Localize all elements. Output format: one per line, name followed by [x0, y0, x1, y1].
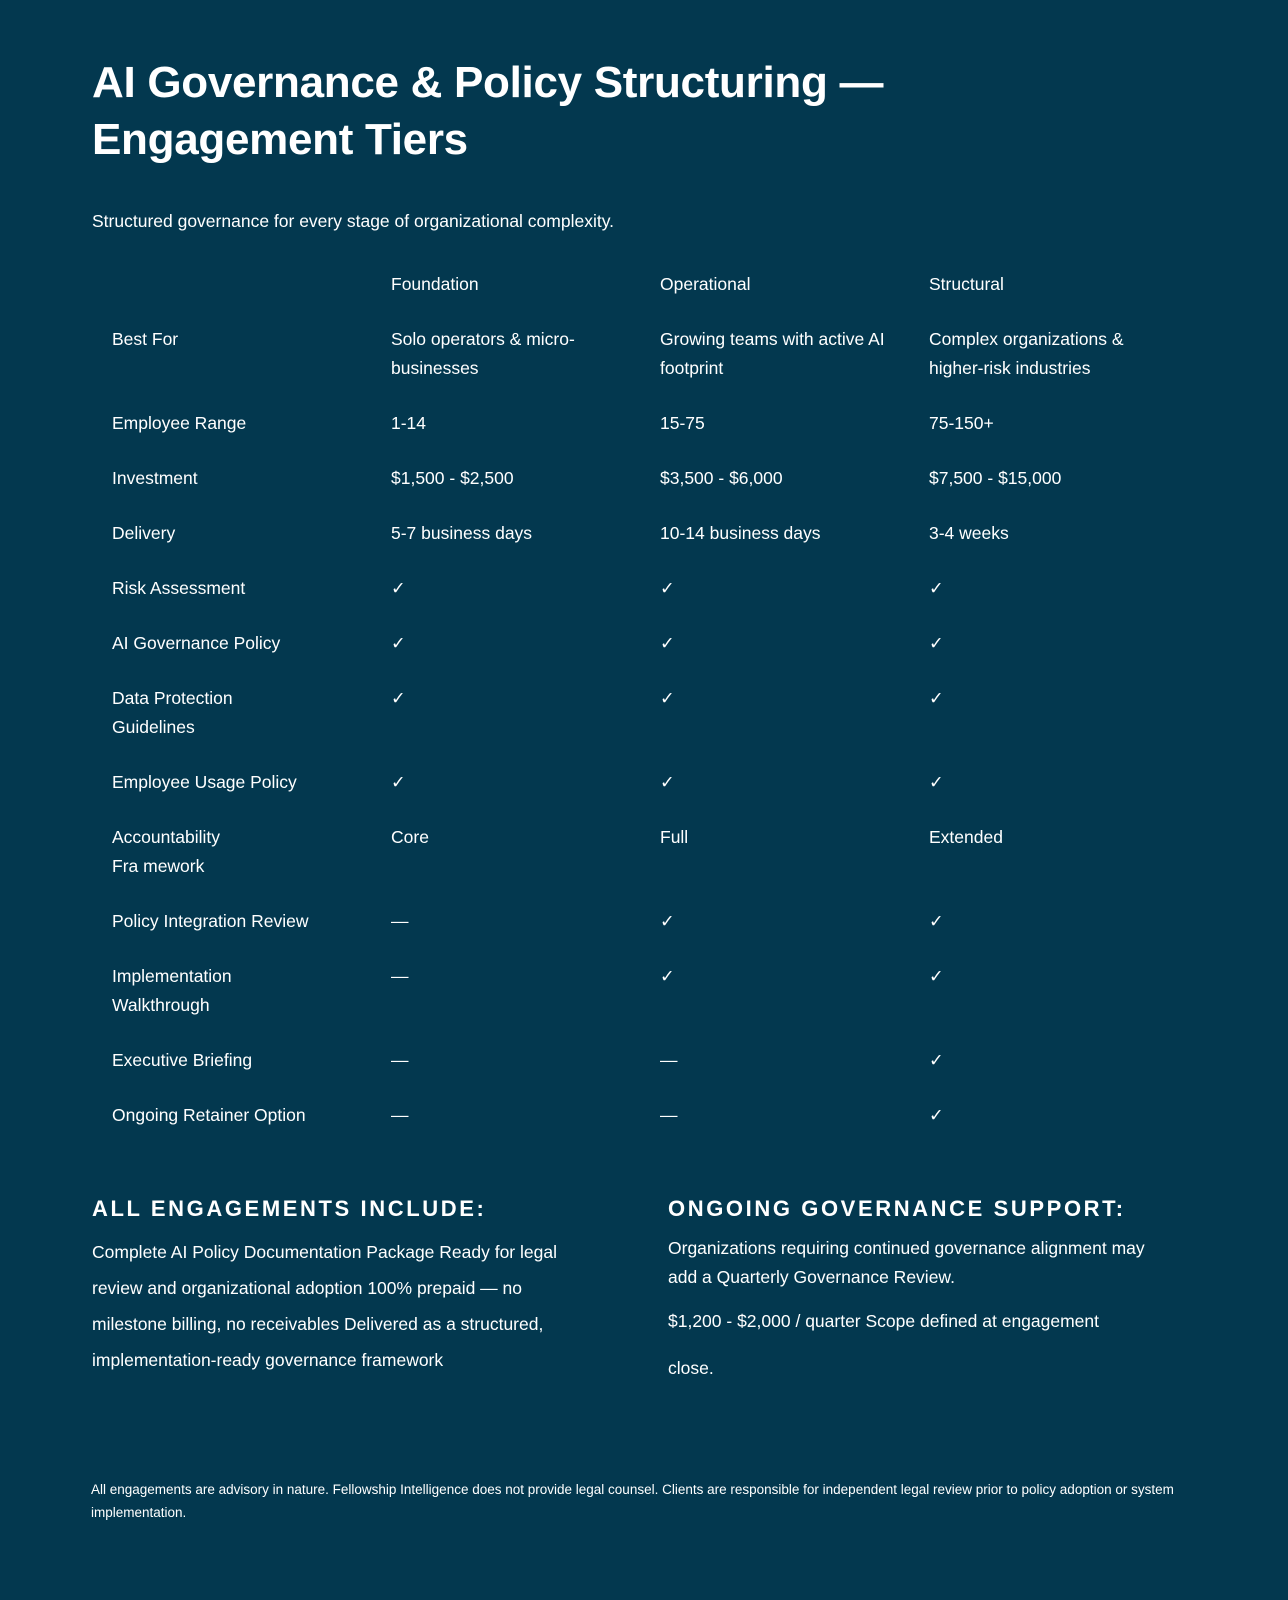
- row-label: Investment: [112, 468, 198, 488]
- page-title: AI Governance & Policy Structuring — Engagement Tiers: [92, 58, 884, 164]
- table-row: [102, 325, 1182, 409]
- row-label: Best For: [112, 329, 179, 349]
- cell-foundation: Core: [391, 827, 429, 847]
- row-label: Accountability Fra mework: [112, 827, 220, 876]
- row-label: Data Protection Guidelines: [112, 688, 233, 737]
- dash-icon: —: [660, 1105, 678, 1125]
- dash-icon: —: [391, 966, 409, 986]
- table-row: [102, 684, 1182, 768]
- table-row: [102, 519, 1182, 574]
- cell-foundation: $1,500 - $2,500: [391, 468, 514, 488]
- table-header-row: [102, 270, 1182, 325]
- cell-structural: 3-4 weeks: [929, 523, 1009, 543]
- cell-operational: 15-75: [660, 413, 705, 433]
- check-icon: ✓: [391, 578, 406, 598]
- check-icon: ✓: [660, 633, 675, 653]
- table-row: [102, 907, 1182, 962]
- all-engagements-include-section: [92, 1194, 592, 1378]
- cell-operational: Full: [660, 827, 689, 847]
- row-label: Delivery: [112, 523, 176, 543]
- row-label: Implementation Walkthrough: [112, 966, 232, 1015]
- check-icon: ✓: [391, 772, 406, 792]
- dash-icon: —: [391, 911, 409, 931]
- cell-foundation: Solo operators & micro-businesses: [391, 329, 575, 378]
- cell-operational: 10-14 business days: [660, 523, 821, 543]
- row-label: AI Governance Policy: [112, 633, 281, 653]
- check-icon: ✓: [391, 688, 406, 708]
- check-icon: ✓: [929, 966, 944, 986]
- check-icon: ✓: [660, 688, 675, 708]
- table-row: [102, 962, 1182, 1046]
- table-row: [102, 409, 1182, 464]
- tier-comparison-table: [102, 270, 1182, 1156]
- cell-structural: 75-150+: [929, 413, 994, 433]
- check-icon: ✓: [660, 772, 675, 792]
- table-row: [102, 1101, 1182, 1156]
- support-price: $1,200 - $2,000 / quarter Scope defined at engagement close.: [668, 1311, 1100, 1378]
- ongoing-support-section: [668, 1194, 1168, 1392]
- cell-operational: $3,500 - $6,000: [660, 468, 783, 488]
- row-label: Employee Range: [112, 413, 247, 433]
- table-row: [102, 629, 1182, 684]
- tier-header-structural: Structural: [929, 274, 1004, 294]
- check-icon: ✓: [660, 966, 675, 986]
- check-icon: ✓: [660, 578, 675, 598]
- support-heading: ONGOING GOVERNANCE SUPPORT:: [668, 1196, 1126, 1221]
- row-label: Employee Usage Policy: [112, 772, 297, 792]
- row-label: Risk Assessment: [112, 578, 246, 598]
- cell-foundation: 1-14: [391, 413, 427, 433]
- check-icon: ✓: [391, 633, 406, 653]
- table-row: [102, 574, 1182, 629]
- cell-structural: Extended: [929, 827, 1003, 847]
- cell-structural: $7,500 - $15,000: [929, 468, 1062, 488]
- check-icon: ✓: [929, 688, 944, 708]
- row-label: Ongoing Retainer Option: [112, 1105, 306, 1125]
- table-body: [102, 325, 1182, 1156]
- row-label: Policy Integration Review: [112, 911, 309, 931]
- table-row: [102, 823, 1182, 907]
- table-row: [102, 768, 1182, 823]
- legal-disclaimer: All engagements are advisory in nature. Fellowship Intelligence does not provide legal counsel. Clients are responsible for independent legal review prior to policy adoption or system implementation.: [91, 1482, 1174, 1520]
- includes-body: Complete AI Policy Documentation Package Ready for legal review and organizational adoption 100% prepaid — no milestone billing, no receivables Delivered as a structured, implementation-ready governance framework: [92, 1242, 557, 1370]
- dash-icon: —: [660, 1050, 678, 1070]
- table-row: [102, 464, 1182, 519]
- header-empty: [102, 270, 381, 325]
- check-icon: ✓: [929, 1050, 944, 1070]
- tier-header-operational: Operational: [660, 274, 751, 294]
- dash-icon: —: [391, 1105, 409, 1125]
- includes-heading: ALL ENGAGEMENTS INCLUDE:: [92, 1196, 487, 1221]
- check-icon: ✓: [929, 633, 944, 653]
- dash-icon: —: [391, 1050, 409, 1070]
- check-icon: ✓: [929, 578, 944, 598]
- cell-foundation: 5-7 business days: [391, 523, 533, 543]
- tier-header-foundation: Foundation: [391, 274, 479, 294]
- support-lead: Organizations requiring continued governance alignment may add a Quarterly Governance Review.: [668, 1238, 1145, 1287]
- row-label: Executive Briefing: [112, 1050, 253, 1070]
- check-icon: ✓: [929, 911, 944, 931]
- check-icon: ✓: [660, 911, 675, 931]
- table-row: [102, 1046, 1182, 1101]
- cell-operational: Growing teams with active AI footprint: [660, 329, 885, 378]
- cell-structural: Complex organizations & higher-risk industries: [929, 329, 1124, 378]
- check-icon: ✓: [929, 1105, 944, 1125]
- check-icon: ✓: [929, 772, 944, 792]
- page-subtitle: Structured governance for every stage of organizational complexity.: [92, 211, 615, 231]
